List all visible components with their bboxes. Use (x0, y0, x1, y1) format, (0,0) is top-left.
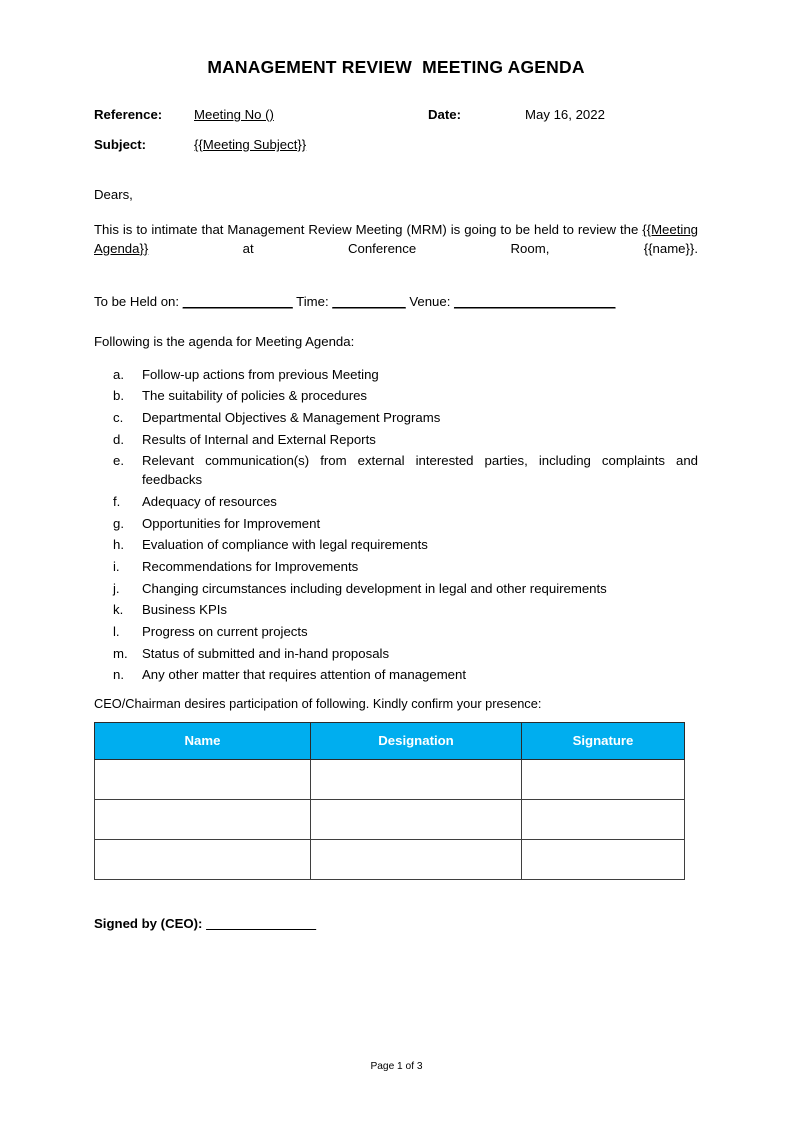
list-item-label: Changing circumstances including development in legal and other requirements (142, 580, 607, 596)
subject-row (94, 137, 698, 167)
column-header-name: Name (95, 722, 311, 759)
cell-name[interactable] (95, 839, 311, 879)
signed-by-label: Signed by (CEO): (94, 915, 207, 931)
list-item-marker: m. (113, 645, 128, 661)
venue-blank[interactable]: ______________________ (454, 294, 616, 310)
agenda-list (94, 352, 698, 685)
list-item-marker: l. (113, 623, 120, 639)
table-row (95, 799, 685, 839)
list-item-marker: a. (113, 366, 124, 382)
agenda-intro-line: Following is the agenda for Meeting Agenda: (94, 333, 355, 349)
list-item-label: The suitability of policies & procedures (142, 388, 368, 404)
page-title: MANAGEMENT REVIEW MEETING AGENDA (207, 57, 585, 77)
held-on-label: To be Held on: (94, 294, 183, 310)
list-item-marker: j. (113, 580, 120, 596)
table-row (95, 839, 685, 879)
list-item-marker: k. (113, 602, 124, 618)
list-item-marker: i. (113, 558, 120, 574)
list-item (94, 492, 698, 511)
cell-designation[interactable] (311, 759, 522, 799)
list-item (94, 535, 698, 554)
signed-by-blank[interactable]: _______________ (206, 915, 317, 931)
list-item-label: Status of submitted and in-hand proposals (142, 645, 390, 661)
cell-name[interactable] (95, 759, 311, 799)
cell-signature[interactable] (522, 839, 685, 879)
cell-designation[interactable] (311, 839, 522, 879)
list-item-marker: n. (113, 667, 124, 683)
list-item (94, 386, 698, 405)
list-item (94, 644, 698, 663)
list-item-marker: e. (113, 453, 124, 469)
confirm-presence-line: CEO/Chairman desires participation of following. Kindly confirm your presence: (94, 695, 542, 711)
list-item (94, 579, 698, 598)
table-row (95, 759, 685, 799)
list-item-label: Adequacy of resources (142, 494, 277, 510)
signed-by-line (94, 880, 698, 931)
venue-label: Venue: (405, 294, 455, 310)
subject-label: Subject: (94, 137, 147, 152)
list-item (94, 408, 698, 427)
list-item (94, 514, 698, 533)
list-item-label: Results of Internal and External Reports (142, 431, 376, 447)
column-header-designation: Designation (311, 722, 522, 759)
list-item (94, 600, 698, 619)
page-footer: Page 1 of 3 (370, 1061, 423, 1072)
intro-text-part-1: This is to intimate that Management Review Meeting (MRM) is going to be held to review the (94, 222, 643, 237)
list-item-label: Business KPIs (142, 602, 228, 618)
schedule-line (94, 277, 698, 312)
list-item-label: Relevant communication(s) from external interested parties, including complaints and feedbacks (142, 453, 698, 488)
subject-value: {{Meeting Subject}} (194, 137, 307, 152)
list-item (94, 451, 698, 489)
list-item-label: Recommendations for Improvements (142, 558, 359, 574)
held-on-blank[interactable]: _______________ (182, 294, 293, 310)
list-item-marker: h. (113, 537, 124, 553)
column-header-signature: Signature (522, 722, 685, 759)
list-item-marker: g. (113, 515, 124, 531)
signature-table (94, 722, 685, 880)
list-item-label: Evaluation of compliance with legal requirements (142, 537, 428, 553)
document-content (94, 0, 698, 931)
list-item-label: Follow-up actions from previous Meeting (142, 366, 379, 382)
list-item-label: Any other matter that requires attention of management (142, 667, 467, 683)
list-item-label: Opportunities for Improvement (142, 515, 321, 531)
list-item-marker: f. (113, 494, 121, 510)
cell-designation[interactable] (311, 799, 522, 839)
cell-name[interactable] (95, 799, 311, 839)
intro-agenda-placeholder: {{Meeting Agenda}} (94, 222, 698, 256)
reference-date-row (94, 107, 698, 137)
document-meta-block (94, 107, 698, 167)
reference-label: Reference: (94, 107, 163, 122)
intro-paragraph (94, 202, 698, 277)
list-item (94, 665, 698, 684)
list-item-marker: b. (113, 388, 124, 404)
cell-signature[interactable] (522, 759, 685, 799)
list-item (94, 365, 698, 384)
table-header-row (95, 722, 685, 759)
date-label: Date: (428, 107, 461, 122)
date-value: May 16, 2022 (525, 107, 605, 122)
intro-text-part-2: at Conference Room, {{name}}. (148, 240, 698, 256)
list-item-marker: d. (113, 431, 124, 447)
list-item (94, 430, 698, 449)
time-label: Time: (292, 294, 333, 310)
list-item-marker: c. (113, 409, 124, 425)
cell-signature[interactable] (522, 799, 685, 839)
list-item-label: Progress on current projects (142, 623, 308, 639)
reference-value: Meeting No () (194, 107, 274, 122)
signature-table-wrapper (94, 711, 698, 880)
time-blank[interactable]: __________ (332, 294, 406, 310)
list-item-label: Departmental Objectives & Management Programs (142, 409, 441, 425)
list-item (94, 557, 698, 576)
list-item (94, 622, 698, 641)
salutation: Dears, (94, 187, 133, 202)
